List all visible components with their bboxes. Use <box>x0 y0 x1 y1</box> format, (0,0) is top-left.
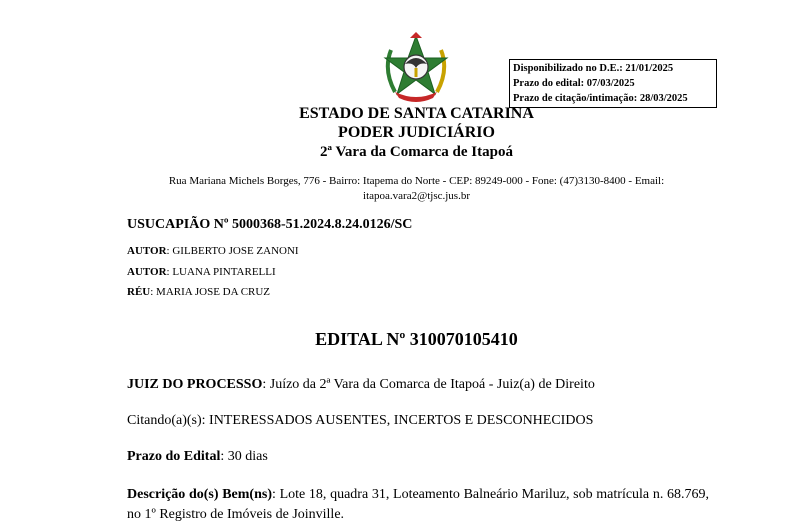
prazo-label: Prazo do Edital <box>127 449 221 464</box>
santa-catarina-coat-of-arms-icon <box>381 30 451 104</box>
prazo-line <box>127 449 268 465</box>
descricao-paragraph <box>127 485 709 525</box>
party-role: RÉU <box>127 286 151 298</box>
party-row <box>127 286 270 298</box>
prazo-value: : 30 dias <box>220 449 268 464</box>
citando-line: Citando(a)(s): INTERESSADOS AUSENTES, INCERTOS E DESCONHECIDOS <box>127 413 594 428</box>
party-row <box>127 266 276 278</box>
party-name: : MARIA JOSE DA CRUZ <box>150 286 271 298</box>
disponibilizado-text: Disponibilizado no D.E.: 21/01/2025 <box>513 63 674 74</box>
party-role: AUTOR <box>127 266 167 278</box>
prazo-citacao-text: Prazo de citação/intimação: 28/03/2025 <box>513 93 688 104</box>
estado-heading: ESTADO DE SANTA CATARINA <box>299 105 534 122</box>
address-line-1: Rua Mariana Michels Borges, 776 - Bairro: Itapema do Norte - CEP: 89249-000 - Fone: (47)3130-8400 - Email: <box>168 175 665 187</box>
juiz-value: : Juízo da 2ª Vara da Comarca de Itapoá - Juiz(a) de Direito <box>262 377 595 392</box>
address-line-2: itapoa.vara2@tjsc.jus.br <box>363 190 470 202</box>
party-row <box>127 245 299 257</box>
party-name: : GILBERTO JOSE ZANONI <box>166 245 299 257</box>
poder-heading: PODER JUDICIÁRIO <box>338 124 495 141</box>
juiz-label: JUIZ DO PROCESSO <box>127 377 263 392</box>
court-address <box>140 174 693 204</box>
party-name: : LUANA PINTARELLI <box>166 266 276 278</box>
edital-title: EDITAL Nº 310070105410 <box>315 329 518 349</box>
process-number: USUCAPIÃO Nº 5000368-51.2024.8.24.0126/SC <box>127 217 413 232</box>
vara-heading: 2ª Vara da Comarca de Itapoá <box>320 144 513 160</box>
prazo-edital-text: Prazo do edital: 07/03/2025 <box>513 78 635 89</box>
descricao-label: Descrição do(s) Bem(ns) <box>127 487 272 502</box>
juiz-line <box>127 377 595 393</box>
party-role: AUTOR <box>127 245 167 257</box>
descricao-value: : Lote 18, quadra 31, Loteamento Balneário Mariluz, sob matrícula n. 68.769, no 1º Registro de Imóveis de Joinville. <box>127 487 710 522</box>
publication-info-box <box>509 59 717 108</box>
